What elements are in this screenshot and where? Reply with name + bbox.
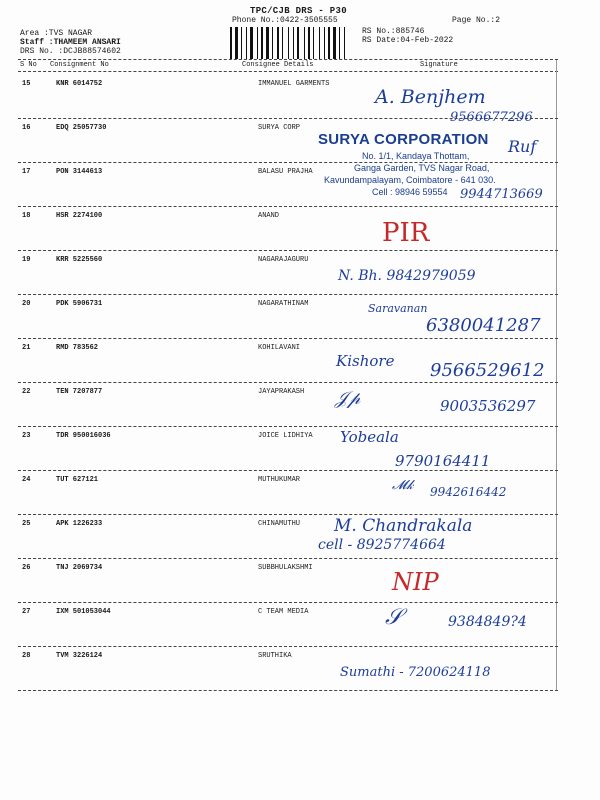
row-divider [18, 338, 558, 339]
barcode-bar [337, 27, 338, 59]
phone-handwritten-25: cell - 8925774664 [318, 537, 446, 553]
row-sno: 23 [22, 432, 31, 440]
row-divider [18, 690, 558, 691]
barcode-bar [319, 27, 320, 59]
barcode-bar [346, 27, 348, 59]
row-consignment: PON 3144613 [56, 168, 103, 176]
staff-label: Staff :THAMEEM ANSARI [20, 38, 121, 47]
row-divider [18, 250, 558, 251]
barcode-bar [274, 27, 276, 59]
barcode-bar [339, 27, 340, 59]
barcode-bar [295, 27, 296, 59]
company-stamp [318, 131, 498, 203]
page-number: Page No.:2 [452, 16, 501, 25]
row-sno: 27 [22, 608, 31, 616]
barcode-bar [259, 27, 260, 59]
barcode-bar [282, 27, 283, 59]
phone-handwritten-27: 9384849?4 [448, 614, 527, 630]
barcode-bar [270, 27, 271, 59]
row-consignment: APK 1226233 [56, 520, 103, 528]
row-consignee: NAGARATHINAM [258, 300, 309, 308]
barcode-bar [331, 27, 332, 59]
row-sno: 26 [22, 564, 31, 572]
row-sno: 20 [22, 300, 31, 308]
signature-19: N. Bh. 9842979059 [338, 268, 476, 284]
row-sno: 22 [22, 388, 31, 396]
barcode-bar [288, 27, 289, 59]
barcode-bar [300, 27, 303, 59]
signature-18: PIR [382, 218, 430, 248]
header-divider-bottom [18, 71, 558, 72]
signature-16: Ruf [508, 137, 537, 156]
header-divider-top [18, 59, 558, 60]
row-consignment: KRR 5225560 [56, 256, 103, 264]
row-consignee: SURYA CORP [258, 124, 301, 132]
signature-28: Sumathi - 7200624118 [340, 665, 491, 680]
signature-23: Yobeala [340, 428, 399, 446]
barcode-bar [264, 27, 265, 59]
barcode-bar [284, 27, 287, 59]
barcode-bar [297, 27, 299, 59]
col-consignment: Consignment No [50, 61, 109, 69]
barcode-bar [341, 27, 343, 59]
row-consignee: JAYAPRAKASH [258, 388, 305, 396]
barcode-bar [272, 27, 273, 59]
row-consignee: C TEAM MEDIA [258, 608, 309, 616]
phone-handwritten-17: 9944713669 [460, 187, 543, 202]
phone-handwritten-24a: 9790164411 [395, 452, 491, 470]
row-divider [18, 206, 558, 207]
barcode-bar [243, 27, 245, 59]
stamp-line-2: Ganga Garden, TVS Nagar Road, [354, 163, 490, 173]
barcode-bar [248, 27, 249, 59]
signature-20: Saravanan [368, 302, 428, 315]
stamp-line-3: Kavundampalayam, Coimbatore - 641 030. [324, 175, 496, 185]
stamp-title: SURYA CORPORATION [318, 131, 489, 148]
row-divider [18, 514, 558, 515]
stamp-line-1: No. 1/1, Kandaya Thottam, [362, 151, 470, 161]
row-consignment: TUT 627121 [56, 476, 99, 484]
row-sno: 24 [22, 476, 31, 484]
row-sno: 18 [22, 212, 31, 220]
signature-24: 𝓜𝓀 [392, 478, 414, 493]
barcode-bar [315, 27, 318, 59]
barcode-bar [306, 27, 307, 59]
rs-date: RS Date:04-Feb-2022 [362, 36, 454, 45]
drs-number: DRS No. :DCJB88574602 [20, 47, 121, 56]
phone-handwritten-24b: 9942616442 [430, 485, 507, 499]
barcode-bar [233, 27, 234, 59]
barcode-bar [308, 27, 310, 59]
row-consignment: EDQ 25057730 [56, 124, 107, 132]
row-sno: 25 [22, 520, 31, 528]
row-consignment: KNR 6014752 [56, 80, 103, 88]
barcode-bar [326, 27, 327, 59]
signature-21: Kishore [336, 352, 395, 370]
row-divider [18, 426, 558, 427]
row-divider [18, 382, 558, 383]
barcode-bar [313, 27, 314, 59]
row-consignee: JOICE LIDHIYA [258, 432, 313, 440]
row-sno: 19 [22, 256, 31, 264]
signature-27: 𝒮 [385, 605, 403, 630]
barcode-bar [328, 27, 330, 59]
phone-handwritten-22: 9003536297 [440, 397, 536, 415]
row-divider [18, 646, 558, 647]
area-label: Area :TVS NAGAR [20, 29, 93, 38]
row-consignee: NAGARAJAGURU [258, 256, 309, 264]
row-consignee: IMMANUEL GARMENTS [258, 80, 330, 88]
right-border [556, 60, 557, 690]
phone-handwritten-21: 9566529612 [430, 360, 545, 381]
barcode-bar [321, 27, 323, 59]
barcode-bar [241, 27, 242, 59]
signature-26: NIP [392, 568, 439, 596]
row-consignment: IXM 501053044 [56, 608, 111, 616]
row-consignee: MUTHUKUMAR [258, 476, 301, 484]
barcode-bar [250, 27, 253, 59]
barcode-bar [266, 27, 269, 59]
barcode-bar [344, 27, 345, 59]
row-consignee: CHINAMUTHU [258, 520, 301, 528]
row-divider [18, 470, 558, 471]
row-consignment: TDR 950016036 [56, 432, 111, 440]
row-consignee: KOHILAVANI [258, 344, 301, 352]
row-consignment: PDK 5906731 [56, 300, 103, 308]
row-sno: 21 [22, 344, 31, 352]
col-sno: S No [20, 61, 37, 69]
row-divider [18, 294, 558, 295]
phone-handwritten-20: 6380041287 [426, 315, 541, 336]
row-sno: 17 [22, 168, 31, 176]
row-consignee: BALASU PRAJHA [258, 168, 313, 176]
signature-22: 𝒥𝓅 [335, 388, 361, 409]
barcode-bar [230, 27, 232, 59]
phone-number: Phone No.:0422-3505555 [232, 16, 338, 25]
phone-handwritten-15: 9566677296 [450, 110, 533, 125]
col-signature: Signature [420, 61, 458, 69]
barcode-bar [235, 27, 238, 59]
row-consignee: ANAND [258, 212, 280, 220]
row-consignment: TVM 3226124 [56, 652, 103, 660]
signature-25: M. Chandrakala [334, 516, 473, 536]
row-sno: 28 [22, 652, 31, 660]
barcode-bar [239, 27, 240, 59]
barcode-bar [293, 27, 294, 59]
barcode-bar [261, 27, 263, 59]
row-sno: 16 [22, 124, 31, 132]
row-consignment: TNJ 2069734 [56, 564, 103, 572]
barcode-bar [254, 27, 256, 59]
col-consignee: Consignee Details [242, 61, 314, 69]
row-divider [18, 558, 558, 559]
barcode-bar [246, 27, 247, 59]
barcode [230, 27, 356, 59]
row-consignment: RMD 783562 [56, 344, 99, 352]
row-consignment: HSR 2274100 [56, 212, 103, 220]
barcode-bar [280, 27, 281, 59]
barcode-bar [277, 27, 279, 59]
sheet-title: TPC/CJB DRS - P30 [250, 6, 347, 16]
barcode-bar [324, 27, 325, 59]
stamp-line-4: Cell : 98946 59554 [372, 187, 448, 197]
barcode-bar [290, 27, 292, 59]
signature-15: A. Benjhem [375, 86, 486, 108]
barcode-bar [304, 27, 305, 59]
barcode-bar [333, 27, 336, 59]
row-consignee: SRUTHIKA [258, 652, 292, 660]
row-consignee: SUBBHULAKSHMI [258, 564, 313, 572]
row-sno: 15 [22, 80, 31, 88]
barcode-bar [311, 27, 312, 59]
row-consignment: TEN 7207877 [56, 388, 103, 396]
barcode-bar [257, 27, 258, 59]
row-divider [18, 602, 558, 603]
rs-number: RS No.:885746 [362, 27, 425, 36]
